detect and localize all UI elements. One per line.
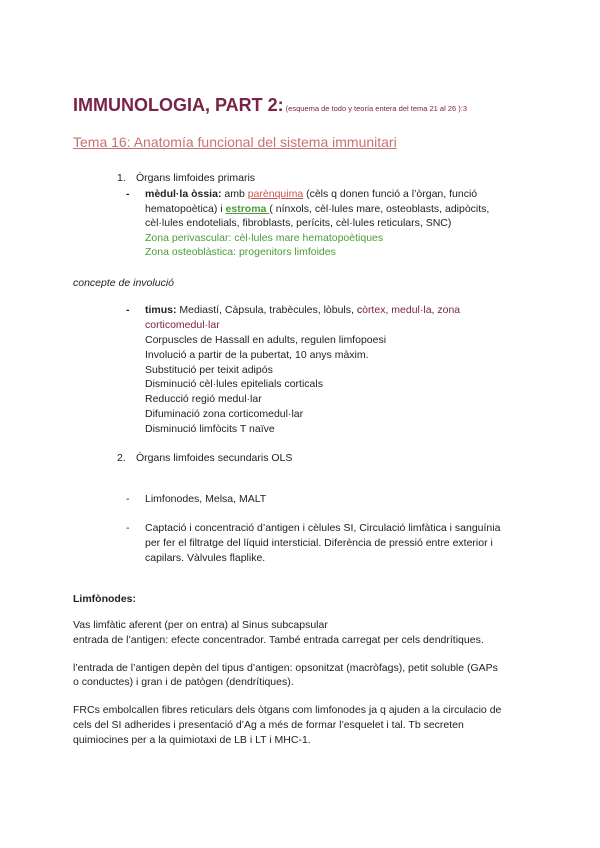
limfonodes-para3-line: cels del SI adherides i presentació d’Ag a més de formar l’esquelet i tal. Tb secreten bbox=[73, 719, 464, 731]
medulla-line2-a: hematopoètica) i bbox=[145, 203, 226, 215]
medulla-line2 bbox=[145, 202, 489, 217]
zona-perivascular: Zona perivascular: cèl·lules mare hematopoètiques bbox=[145, 232, 384, 244]
bullet-dash-ols1: - bbox=[126, 493, 130, 505]
title-note: (esquema de todo y teoría entera del tema 21 al 26 ):3 bbox=[285, 104, 468, 113]
section2-number: 2. bbox=[117, 452, 126, 464]
timus-detail: Involució a partir de la pubertat, 10 anys màxim. bbox=[145, 349, 369, 361]
medulla-text-b: (cèls q donen funció a l’òrgan, funció bbox=[303, 188, 478, 200]
limfonodes-para1-line: Vas limfàtic aferent (per on entra) al Sinus subcapsular bbox=[73, 619, 328, 631]
limfonodes-para3-line: quimiocines per a la quimiotaxi de LB i LT i MHC-1. bbox=[73, 734, 311, 746]
timus-detail: Substitució per teixit adipós bbox=[145, 364, 273, 376]
ols-bullet2-line: per fer el filtratge del líquid intersticial. Diferència de pressió entre exterior i bbox=[145, 537, 493, 549]
bullet-dash-ols2: - bbox=[126, 522, 130, 534]
medulla-line3: cèl·lules endotelials, fibroblasts, perícits, cèl·lules reticulars, SNC) bbox=[145, 217, 452, 229]
limfonodes-para2-line: o conductes) i gran i de patògen (dendrítiques). bbox=[73, 676, 294, 688]
page-title bbox=[73, 95, 467, 116]
timus-detail: Disminució limfòcits T naïve bbox=[145, 423, 275, 435]
medulla-label: mèdul·la òssia: bbox=[145, 188, 222, 200]
limfonodes-heading: Limfònodes: bbox=[73, 593, 136, 605]
involucio-label: concepte de involució bbox=[73, 277, 174, 289]
ols-bullet2-line: capilars. Vàlvules flaplike. bbox=[145, 552, 266, 564]
timus-detail: Reducció regió medul·lar bbox=[145, 393, 262, 405]
medulla-line1 bbox=[145, 187, 477, 202]
limfonodes-para1-line: entrada de l’antigen: efecte concentrador. També entrada carregat per cels dendrítiques. bbox=[73, 634, 484, 646]
ols-bullet1: Limfonodes, Melsa, MALT bbox=[145, 493, 267, 505]
limfonodes-para2-line: l’entrada de l’antigen depèn del tipus d’antigen: opsonitzat (macròfags), petit soluble (GAPs bbox=[73, 662, 498, 674]
title-text: IMMUNOLOGIA, PART 2: bbox=[73, 95, 284, 115]
section2-heading: Òrgans limfoides secundaris OLS bbox=[136, 452, 293, 464]
topic-subtitle: Tema 16: Anatomía funcional del sistema immunitari bbox=[73, 134, 397, 150]
estroma-term: estroma bbox=[225, 203, 270, 215]
medulla-text-a: amb bbox=[221, 188, 248, 200]
timus-text-a: Mediastí, Càpsula, trabècules, lòbuls, c bbox=[176, 304, 363, 316]
zona-osteoblastica: Zona osteoblàstica: progenitors limfoides bbox=[145, 246, 336, 258]
ols-bullet2-line: Captació i concentració d’antigen i cèlules SI, Circulació limfàtica i sanguínia bbox=[145, 522, 501, 534]
timus-line1 bbox=[145, 303, 460, 318]
timus-line2: corticomedul·lar bbox=[145, 319, 220, 331]
timus-text-b: rtex, medul·la, zona bbox=[367, 304, 461, 316]
bullet-dash-timus: - bbox=[126, 304, 130, 316]
limfonodes-para3-line: FRCs embolcallen fibres reticulars dels òtgans com limfonodes ja q ajuden a la circulacio de bbox=[73, 704, 502, 716]
section1-number: 1. bbox=[117, 172, 126, 184]
parenquima-term: parènquima bbox=[247, 188, 304, 200]
section1-heading: Òrgans limfoides primaris bbox=[136, 172, 256, 184]
bullet-dash-medulla: - bbox=[126, 188, 130, 200]
timus-detail: Disminució cèl·lules epitelials corticals bbox=[145, 378, 323, 390]
medulla-line2-b: ( nínxols, cèl·lules mare, osteoblasts, adipòcits, bbox=[269, 203, 490, 215]
timus-cortex-o: ò bbox=[362, 304, 368, 316]
timus-detail: Difuminació zona corticomedul·lar bbox=[145, 408, 304, 420]
timus-detail: Corpuscles de Hassall en adults, regulen limfopoesi bbox=[145, 334, 387, 346]
timus-label: timus: bbox=[145, 304, 177, 316]
